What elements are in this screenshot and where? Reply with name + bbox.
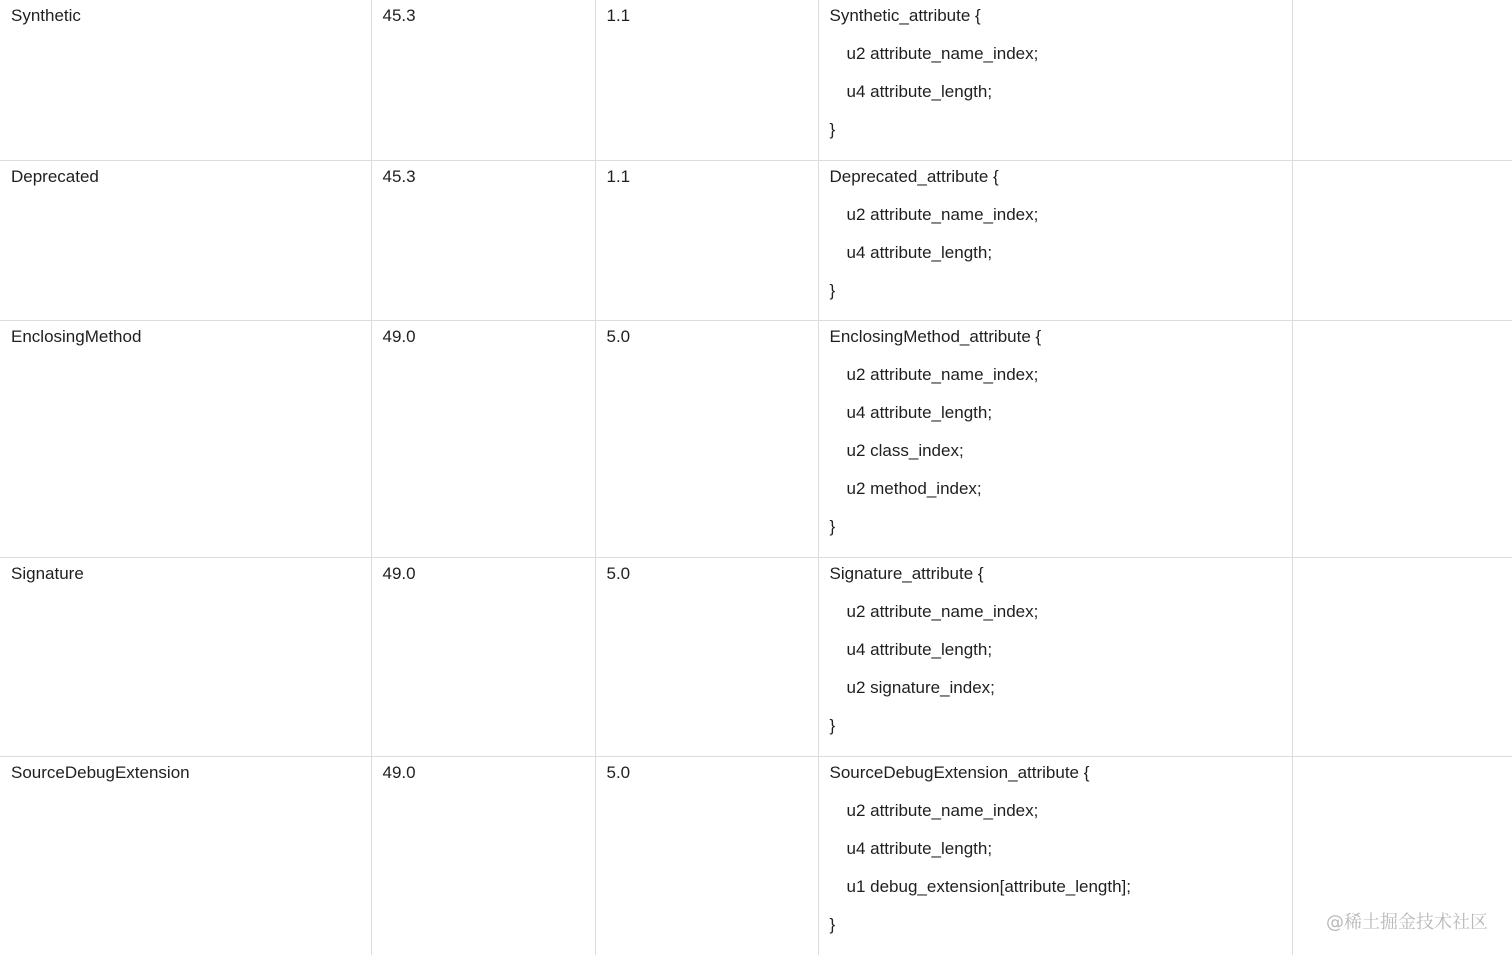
structure-line: u2 attribute_name_index; [846,801,1039,820]
class-version: 45.3 [382,167,416,186]
attribute-structure [819,161,1292,311]
structure-line: u4 attribute_length; [846,403,993,422]
class-version-cell [371,757,595,955]
java-se-version: 5.0 [606,327,631,346]
table-row [0,757,1512,955]
extra-cell [1292,558,1512,757]
extra-text [1293,757,1512,763]
attribute-name-cell [0,757,371,955]
structure-line: Synthetic_attribute { [829,6,981,25]
structure-line: u2 attribute_name_index; [846,44,1039,63]
class-version: 49.0 [382,564,416,583]
java-se-version: 1.1 [606,6,631,25]
attribute-name: SourceDebugExtension [11,763,190,782]
structure-cell [818,757,1292,955]
class-version: 49.0 [382,763,416,782]
table-row [0,0,1512,161]
extra-text [1293,321,1512,327]
extra-cell [1292,0,1512,161]
table-row [0,161,1512,321]
attribute-structure [819,558,1292,746]
extra-text [1293,161,1512,167]
structure-line: u2 method_index; [846,479,982,498]
watermark-text: @稀土掘金技术社区 [1326,912,1488,933]
table-row [0,321,1512,558]
attribute-name-cell [0,321,371,558]
structure-line: u2 attribute_name_index; [846,602,1039,621]
attribute-structure [819,0,1292,150]
structure-line: u4 attribute_length; [846,640,993,659]
structure-line: EnclosingMethod_attribute { [829,327,1042,346]
table-row [0,558,1512,757]
extra-text [1293,0,1512,6]
attribute-name: EnclosingMethod [11,327,142,346]
class-version-cell [371,0,595,161]
extra-cell [1292,321,1512,558]
extra-cell [1292,161,1512,321]
structure-line: } [829,120,836,139]
structure-line: u2 attribute_name_index; [846,365,1039,384]
java-se-version: 5.0 [606,564,631,583]
class-version-cell [371,321,595,558]
attribute-name-cell [0,0,371,161]
java-se-version: 1.1 [606,167,631,186]
extra-text [1293,558,1512,564]
structure-line: } [829,281,836,300]
attribute-name: Synthetic [11,6,81,25]
attribute-name-cell [0,558,371,757]
structure-line: u1 debug_extension[attribute_length]; [846,877,1132,896]
structure-cell [818,0,1292,161]
structure-cell [818,321,1292,558]
structure-line: u2 class_index; [846,441,964,460]
java-se-cell [595,757,818,955]
structure-line: } [829,716,836,735]
attribute-structure [819,757,1292,945]
structure-line: u2 signature_index; [846,678,995,697]
class-version: 45.3 [382,6,416,25]
structure-cell [818,161,1292,321]
java-se-cell [595,0,818,161]
attribute-structure [819,321,1292,547]
structure-cell [818,558,1292,757]
class-version-cell [371,558,595,757]
structure-line: Signature_attribute { [829,564,984,583]
structure-line: } [829,915,836,934]
attribute-name: Deprecated [11,167,99,186]
java-se-cell [595,161,818,321]
java-se-cell [595,321,818,558]
structure-line: } [829,517,836,536]
structure-line: Deprecated_attribute { [829,167,999,186]
structure-line: u4 attribute_length; [846,243,993,262]
structure-line: u2 attribute_name_index; [846,205,1039,224]
class-version: 49.0 [382,327,416,346]
class-version-cell [371,161,595,321]
attribute-name-cell [0,161,371,321]
java-se-cell [595,558,818,757]
structure-line: u4 attribute_length; [846,839,993,858]
attribute-name: Signature [11,564,84,583]
java-se-version: 5.0 [606,763,631,782]
structure-line: u4 attribute_length; [846,82,993,101]
structure-line: SourceDebugExtension_attribute { [829,763,1090,782]
